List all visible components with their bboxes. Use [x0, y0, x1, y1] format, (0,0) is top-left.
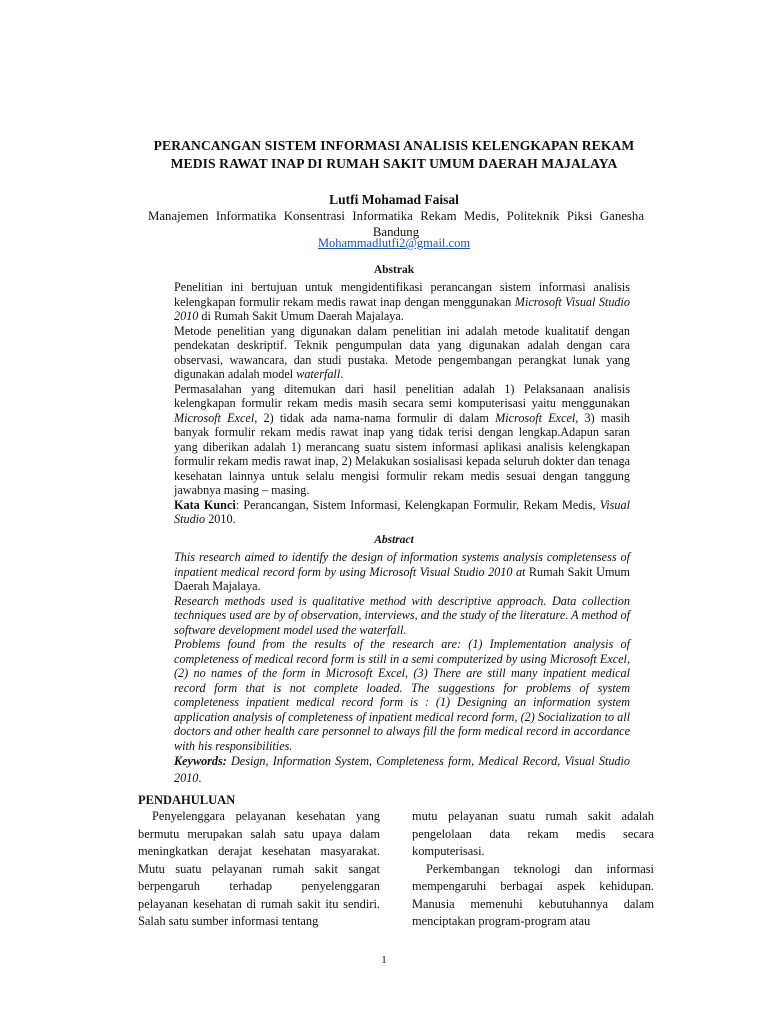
- paper-title: [130, 137, 658, 173]
- title-line-1: PERANCANGAN SISTEM INFORMASI ANALISIS KELENGKAPAN REKAM: [153, 138, 635, 153]
- abstrak-paragraph-3: Permasalahan yang ditemukan dari hasil penelitian adalah 1) Pelaksanaan analisis kelengkapan formulir rekam medis masih secara semi komputerisasi yaitu menggunakan Microsoft Excel, 2) tidak ada nama-nama formulir di dalam Microsoft Excel, 3) masih banyak formulir rekam medis rawat inap yang tidak terisi dengan lengkap.Adapun saran yang diberikan adalah 1) merancang suatu sistem informasi aplikasi analisis kelengkapan formulir rekam medis rawat inap, 2) Melakukan sosialisasi kepada seluruh dokter dan tenaga kesehatan lainnya untuk selalu mengisi formulir rekam medis sesuai dengan tanggung jawabnya masing – masing.: [174, 381, 631, 497]
- author-email-link[interactable]: Mohammadlutfi2@gmail.com: [317, 236, 471, 250]
- left-column-paragraph: Penyelenggara pelayanan kesehatan yang bermutu merupakan salah satu upaya dalam meningkatkan derajat kesehatan masyarakat. Mutu suatu pelayanan rumah sakit sangat berpengaruh terhadap penyelenggaran pelayanan kesehatan di rumah sakit itu sendiri. Salah satu sumber informasi tentang: [138, 809, 380, 928]
- right-column-paragraph-2: Perkembangan teknologi dan informasi mempengaruhi berbagai aspek kehidupan. Manusia memenuhi kebutuhannya dalam menciptakan program-program atau: [412, 861, 654, 928]
- keywords: Keywords: Design, Information System, Completeness form, Medical Record, Visual Studio 2010.: [174, 754, 630, 785]
- abstrak-paragraph-2: Metode penelitian yang digunakan dalam penelitian ini adalah metode kualitatif dengan pendekatan deskriptif. Teknik pengumpulan data yang digunakan adalah dengan cara observasi, wawancara, dan studi pustaka. Metode pengembangan perangkat lunak yang digunakan adalah model waterfall.: [174, 323, 630, 381]
- section-heading-pendahuluan: PENDAHULUAN: [138, 793, 236, 807]
- abstract-paragraph-2: Research methods used is qualitative method with descriptive approach. Data collection techniques used are by of observation, interviews, and the study of the literature. A method of software development model used the waterfall.: [174, 593, 630, 637]
- abstract-heading: Abstract: [374, 534, 414, 546]
- abstract-body: [174, 550, 630, 787]
- kata-kunci: Kata Kunci: Perancangan, Sistem Informasi, Kelengkapan Formulir, Rekam Medis, Visual Studio 2010.: [174, 497, 630, 526]
- abstrak-paragraph-1: Penelitian ini bertujuan untuk mengidentifikasi perancangan sistem informasi analisis kelengkapan formulir rekam medis rawat inap dengan menggunakan Microsoft Visual Studio 2010 di Rumah Sakit Umum Daerah Majalaya.: [174, 280, 630, 323]
- right-column: [412, 808, 654, 931]
- author-name: Lutfi Mohamad Faisal: [329, 192, 459, 207]
- title-line-2: MEDIS RAWAT INAP DI RUMAH SAKIT UMUM DAERAH MAJALAYA: [170, 156, 618, 171]
- right-column-paragraph-1: mutu pelayanan suatu rumah sakit adalah pengelolaan data rekam medis secara komputerisasi.: [412, 809, 654, 858]
- abstrak-body: [174, 280, 630, 527]
- abstract-paragraph-1: This research aimed to identify the design of information systems analysis completensess of inpatient medical record form by using Microsoft Visual Studio 2010 at Rumah Sakit Umum Daerah Majalaya.: [174, 550, 630, 593]
- author-affiliation: Manajemen Informatika Konsentrasi Informatika Rekam Medis, Politeknik Piksi Ganesha Bandung: [148, 209, 644, 239]
- abstrak-heading: Abstrak: [373, 264, 415, 276]
- left-column: [138, 808, 380, 931]
- abstract-paragraph-3: Problems found from the results of the research are: (1) Implementation analysis of completeness of medical record form is still in a semi computerized by using Microsoft Excel, (2) no names of the form in Microsoft Excel, (3) There are still many inpatient medical record form that is not complete loaded. The suggestions for problems of system completeness inpatient medical record form is : (1) Designing an information system application analysis of completeness of inpatient medical record form, (2) Socialization to all doctors and other health care personnel to always fill the form medical record in accordance with his responsibilities.: [174, 637, 630, 753]
- page-number: 1: [381, 954, 387, 966]
